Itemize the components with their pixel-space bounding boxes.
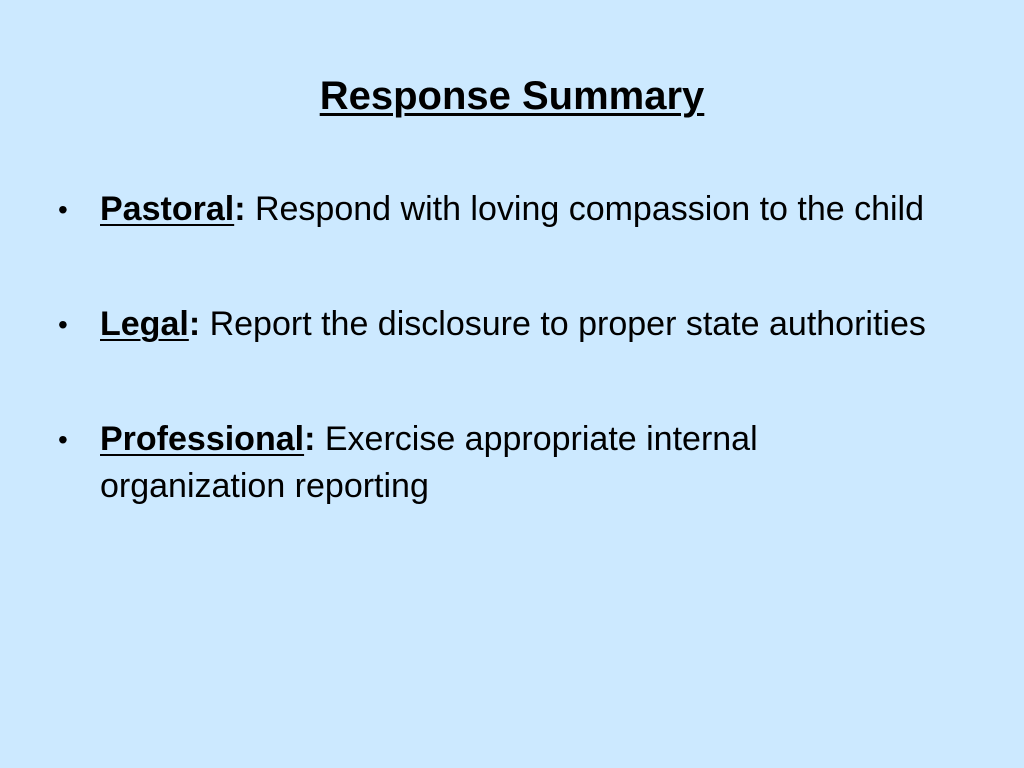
bullet-description: Report the disclosure to proper state authorities	[209, 305, 926, 343]
bullet-item-professional	[58, 416, 938, 510]
bullet-item-legal	[58, 301, 938, 348]
bullet-separator: :	[234, 190, 246, 228]
bullet-icon: •	[58, 424, 68, 455]
bullet-term: Pastoral	[100, 190, 235, 228]
bullet-term: Professional	[100, 420, 305, 458]
slide-title-text: Response Summary	[319, 74, 705, 118]
bullet-list	[58, 186, 938, 510]
bullet-item-pastoral	[58, 186, 938, 233]
bullet-description: Respond with loving compassion to the child	[254, 190, 925, 228]
slide-title	[0, 68, 1024, 124]
bullet-separator: :	[304, 420, 316, 458]
bullet-description: Exercise appropriate internal organization reporting	[100, 420, 758, 505]
bullet-separator: :	[188, 305, 201, 343]
bullet-icon: •	[58, 194, 68, 225]
bullet-icon: •	[58, 309, 68, 340]
bullet-term: Legal	[100, 305, 189, 343]
